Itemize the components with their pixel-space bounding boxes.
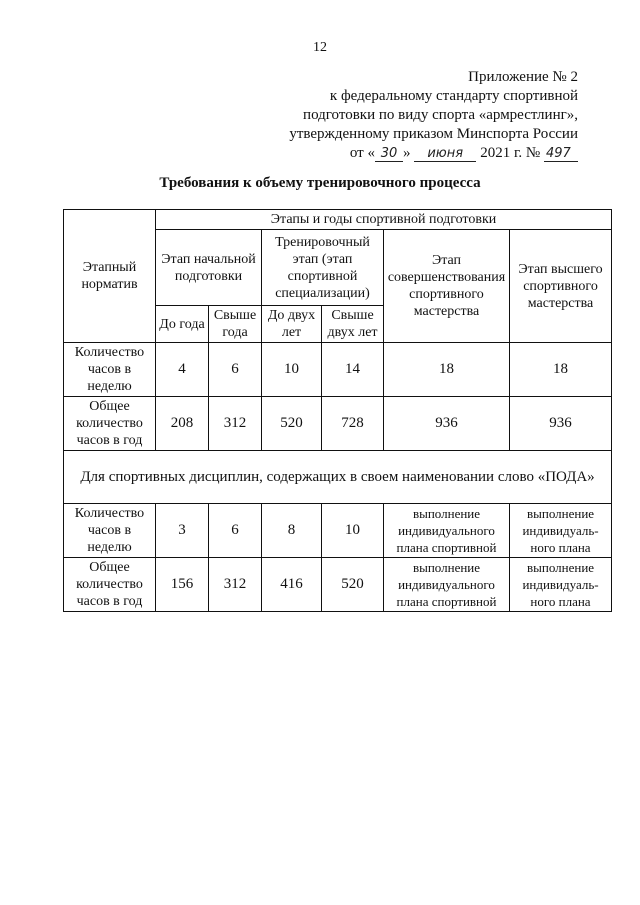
table-cell: 312 [209, 397, 262, 451]
row-label: Количество часов в неделю [64, 504, 156, 558]
date-prefix: от « [349, 145, 375, 161]
table-cell: 8 [262, 504, 322, 558]
header-highest-stage: Этап высшего спортивного мастерства [510, 230, 612, 343]
header-up-to-two: До двух лет [262, 306, 322, 343]
header-training-stage: Тренировочный этап (этап спортивной специализации) [262, 230, 384, 306]
table-cell: 4 [156, 343, 209, 397]
document-title: Требования к объему тренировочного процесса [159, 175, 481, 191]
table-cell: 6 [209, 504, 262, 558]
table-cell: 18 [510, 343, 612, 397]
handwritten-day: 30 [375, 146, 403, 162]
table-cell: 10 [322, 504, 384, 558]
requirements-table [63, 209, 612, 612]
table-cell: 936 [384, 397, 510, 451]
header-initial-stage: Этап начальной подготовки [156, 230, 262, 306]
table-cell: 10 [262, 343, 322, 397]
section-heading-poda: Для спортивных дисциплин, содержащих в своем наименовании слово «ПОДА» [64, 451, 612, 504]
header-over-two: Свыше двух лет [322, 306, 384, 343]
header-stages-group: Этапы и годы спортивной подготовки [156, 210, 612, 230]
appendix-line-3: подготовки по виду спорта «армрестлинг», [303, 107, 578, 123]
table-cell: 6 [209, 343, 262, 397]
improvement-plan-cell: выполнение индивидуального плана спортивной [384, 558, 510, 612]
appendix-line-2: к федеральному стандарту спортивной [329, 88, 578, 104]
table-cell: 18 [384, 343, 510, 397]
table-cell: 936 [510, 397, 612, 451]
table-cell: 208 [156, 397, 209, 451]
table-cell: 312 [209, 558, 262, 612]
page-number: 12 [313, 40, 327, 55]
row-label: Общее количество часов в год [64, 397, 156, 451]
table-cell: 520 [322, 558, 384, 612]
header-improvement-stage: Этап совершенствования спортивного мастерства [384, 230, 510, 343]
handwritten-month: июня [414, 146, 476, 162]
highest-plan-cell: выполнение индивидуаль-ного плана [510, 504, 612, 558]
improvement-plan-cell: выполнение индивидуального плана спортивной [384, 504, 510, 558]
handwritten-order-number: 497 [544, 146, 578, 162]
date-year: 2021 г. № [480, 145, 541, 161]
highest-plan-cell: выполнение индивидуаль-ного плана [510, 558, 612, 612]
table-cell: 728 [322, 397, 384, 451]
table-cell: 14 [322, 343, 384, 397]
date-quote-close: » [402, 145, 411, 161]
appendix-date-line [289, 144, 578, 163]
appendix-line-4: утвержденному приказом Минспорта России [289, 126, 578, 142]
appendix-line-1: Приложение № 2 [468, 69, 578, 85]
row-label: Количество часов в неделю [64, 343, 156, 397]
row-label: Общее количество часов в год [64, 558, 156, 612]
table-cell: 156 [156, 558, 209, 612]
header-standard: Этапный норматив [64, 210, 156, 343]
header-up-to-year: До года [156, 306, 209, 343]
appendix-header [289, 68, 578, 163]
table-cell: 416 [262, 558, 322, 612]
table-cell: 3 [156, 504, 209, 558]
header-over-year: Свыше года [209, 306, 262, 343]
table-cell: 520 [262, 397, 322, 451]
